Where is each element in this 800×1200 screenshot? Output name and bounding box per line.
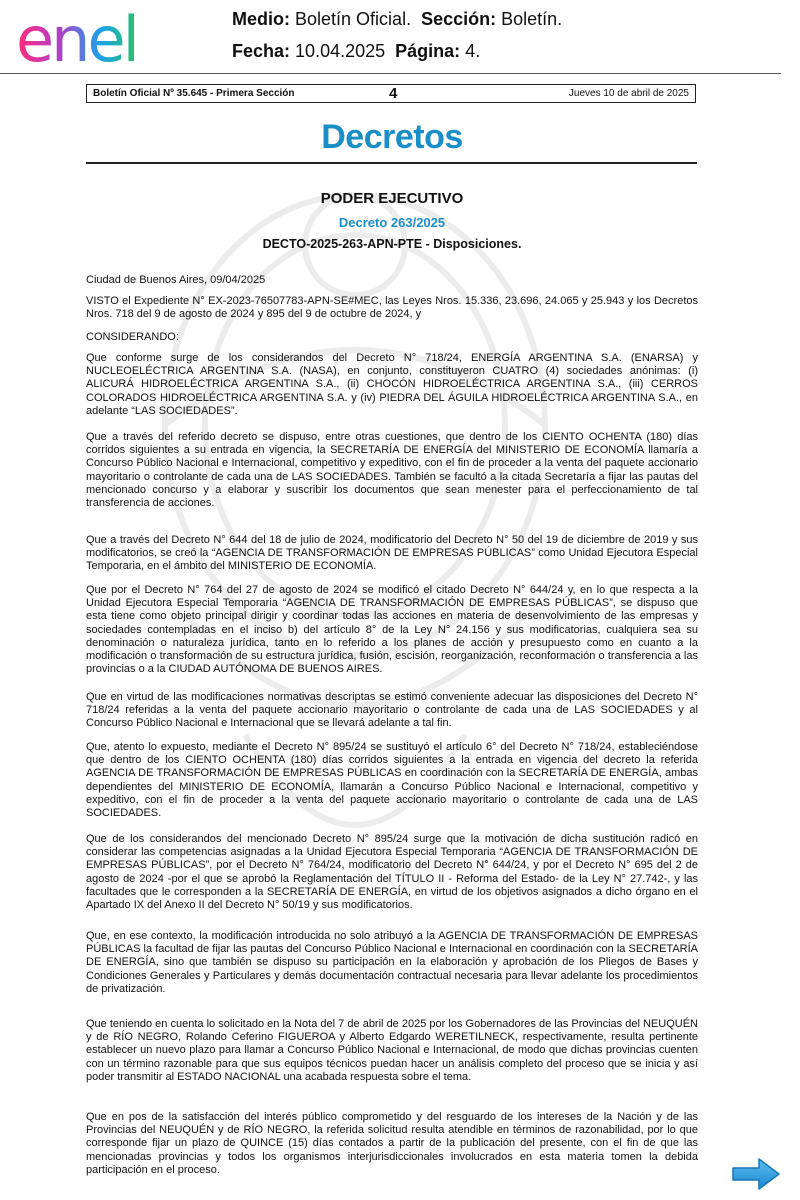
fecha-label: Fecha: [232, 41, 291, 61]
bulletin-date: Jueves 10 de abril de 2025 [568, 88, 689, 99]
medio-label: Medio: [232, 9, 290, 29]
paragraph-date [86, 274, 698, 287]
paragraph-11 [86, 1018, 698, 1084]
medio-value: Boletín Oficial. [295, 9, 412, 29]
paragraph: Que de los considerandos del mencionado Decreto N° 895/24 surge que la motivación de dicha sustitución radicó en considerar las competencias asignadas a la Unidad Ejecutora Especial Temporaria “AGENCIA DE TRANSFORMACIÓN DE EMPRESAS PÚBLICAS”, por el Decreto N° 764/24, modificatorio del Decreto N° 644/24, y por el Decreto N° 695 del 2 de agosto de 2024 -por el que se aprobó la Reglamentación del TÍTULO II - Reforma del Estado- de la Ley N° 27.742-, y las facultades que le corresponden a la SECRETARÍA DE ENERGÍA, en virtud de los objetivos asignados a dicho órgano en el Apartado IX del Anexo II del Decreto N° 50/19 y sus modificatorios. [86, 833, 698, 912]
section-rule [86, 162, 697, 164]
seccion-value: Boletín. [501, 9, 563, 29]
pagina-value: 4. [465, 41, 481, 61]
paragraph: Que teniendo en cuenta lo solicitado en la Nota del 7 de abril de 2025 por los Gobernadores de las Provincias del NEUQUÉN y de RÍO NEGRO, Rolando Ceferino FIGUEROA y Alberto Edgardo WERETILNECK, respectivamente, resulta pertinente establecer un nuevo plazo para llamar a Concurso Público Nacional e Internacional, de modo que dichas provincias cuenten con un término razonable para que sus equipos técnicos puedan hacer un análisis completo del proceso que se inicia y así poder transmitir al ESTADO NACIONAL una acabada respuesta sobre el tema. [86, 1018, 698, 1083]
paragraph: Que conforme surge de los considerandos del Decreto N° 718/24, ENERGÍA ARGENTINA S.A. (ENARSA) y NUCLEOELÉCTRICA ARGENTINA S.A. (NASA), en conjunto, constituyeron CUATRO (4) sociedades anónimas: (i) ALICURÁ HIDROELÉCTRICA ARGENTINA S.A., (ii) CHOCÓN HIDROELÉCTRICA ARGENTINA S.A., (iii) CERROS COLORADOS HIDROELÉCTRICA ARGENTINA S.A. y (iv) PIEDRA DEL ÁGUILA HIDROELÉCTRICA ARGENTINA S.A., en adelante “LAS SOCIEDADES”. [86, 352, 698, 417]
enel-logo [16, 6, 171, 66]
decree-number: Decreto 263/2025 [338, 215, 446, 230]
bulletin-header [86, 84, 696, 103]
bulletin-page-number: 4 [389, 85, 398, 102]
decree-code: DECTO-2025-263-APN-PTE - Disposiciones. [262, 237, 522, 251]
paragraph: Que en pos de la satisfacción del interés público comprometido y del resguardo de los intereses de la Nación y de las Provincias del NEUQUÉN y de RÍO NEGRO, la referida solicitud resulta atendible en términos de razonabilidad, por lo que corresponde fijar un plazo de QUINCE (15) días contados a partir de la publicación del presente, con el fin de que las mencionadas provincias y todos los organismos interjurisdiccionales involucrados en esta materia tomen la debida participación en el proceso. [86, 1111, 698, 1176]
paragraph: Que, atento lo expuesto, mediante el Decreto N° 895/24 se sustituyó el artículo 6° del Decreto N° 718/24, estableciéndose que dentro de los CIENTO OCHENTA (180) días corridos siguientes a la entrada en vigencia del decreto la referida AGENCIA DE TRANSFORMACIÓN DE EMPRESAS PÚBLICAS en coordinación con la SECRETARÍA DE ENERGÍA, ambas dependientes del MINISTERIO DE ECONOMÍA, llamarán a Concurso Público Nacional e Internacional, competitivo y expeditivo, con el fin de proceder a la venta del paquete accionario mayoritario o controlante de cada una de LAS SOCIEDADES. [86, 741, 698, 820]
paragraph-7 [86, 691, 698, 731]
paragraph: Que en virtud de las modificaciones normativas descriptas se estimó conveniente adecuar las disposiciones del Decreto N° 718/24 referidas a la venta del paquete accionario mayoritario o controlante de cada una de LAS SOCIEDADES y al Concurso Público Nacional e Internacional que se llevará adelante a tal fin. [86, 691, 698, 730]
logo-text: enel [16, 6, 137, 66]
paragraph-3 [86, 352, 698, 418]
paragraph-10 [86, 930, 698, 996]
pagina-label: Página: [395, 41, 461, 61]
bulletin-edition: Boletín Oficial Nº 35.645 - Primera Sección [93, 88, 295, 99]
paragraph: Que a través del Decreto N° 644 del 18 de julio de 2024, modificatorio del Decreto N° 50 del 19 de diciembre de 2019 y sus modificatorios, se creó la “AGENCIA DE TRANSFORMACIÓN DE EMPRESAS PÚBLICAS” como Unidad Ejecutora Especial Temporaria, en el ámbito del MINISTERIO DE ECONOMÍA. [86, 534, 698, 573]
paragraph-12 [86, 1111, 698, 1177]
seccion-label: Sección: [421, 9, 497, 29]
paragraph-9 [86, 833, 698, 912]
paragraph: Ciudad de Buenos Aires, 09/04/2025 [86, 274, 266, 286]
header-divider [0, 73, 781, 74]
paragraph-considerando [86, 331, 698, 344]
paragraph-8 [86, 741, 698, 820]
paragraph-4 [86, 431, 698, 510]
paragraph: VISTO el Expediente N° EX-2023-76507783-APN-SE#MEC, las Leyes Nros. 15.336, 23.696, 24.065 y 25.943 y los Decretos Nros. 718 del 9 de agosto de 2024 y 895 del 9 de octubre de 2024, y [86, 295, 698, 321]
decree-authority: PODER EJECUTIVO [320, 190, 464, 207]
section-title: Decretos [321, 118, 463, 156]
paragraph: Que a través del referido decreto se dispuso, entre otras cuestiones, que dentro de los CIENTO OCHENTA (180) días corridos siguientes a su entrada en vigencia, la SECRETARÍA DE ENERGÍA del MINISTERIO DE ECONOMÍA llamaría a Concurso Público Nacional e Internacional, competitivo y expeditivo, con el fin de proceder a la venta del paquete accionario mayoritario o controlante de cada una de LAS SOCIEDADES. También se facultó a la citada Secretaría a fijar las pautas del mencionado concurso y a elaborar y suscribir los documentos que sean menester para el perfeccionamiento de tal transferencia de acciones. [86, 431, 698, 510]
paragraph-5 [86, 534, 698, 574]
paragraph-visto [86, 295, 698, 321]
paragraph-6 [86, 584, 698, 676]
next-page-arrow-icon[interactable] [731, 1157, 781, 1191]
meta-line-2 [232, 41, 480, 62]
paragraph: Que, en ese contexto, la modificación introducida no solo atribuyó a la AGENCIA DE TRANSFORMACIÓN DE EMPRESAS PÚBLICAS la facultad de fijar las pautas del Concurso Público Nacional e Internacional en coordinación con la SECRETARÍA DE ENERGÍA, sino que también se dispuso su participación en la elaboración y aprobación de los Pliegos de Bases y Condiciones Generales y Particulares y demás documentación contractual necesaria para llevar adelante los procedimientos de privatización. [86, 930, 698, 995]
paragraph: CONSIDERANDO: [86, 331, 179, 343]
paragraph: Que por el Decreto N° 764 del 27 de agosto de 2024 se modificó el citado Decreto N° 644/24 y, en lo que respecta a la Unidad Ejecutora Especial Temporaria “AGENCIA DE TRANSFORMACIÓN DE EMPRESAS PÚBLICAS”, se dispuso que esta tiene como objeto principal dirigir y coordinar todas las acciones en materia de desenvolvimiento de las empresas y sociedades contempladas en el inciso b) del artículo 8° de la Ley N° 24.156 y sus modificatorias, cualquiera sea su denominación o naturaleza jurídica, tanto en lo referido a los planes de acción y presupuesto como en cuanto a la modificación o transformación de su estructura jurídica, fusión, escisión, reorganización, reconformación o transferencia a las provincias o a la CIUDAD AUTÓNOMA DE BUENOS AIRES. [86, 584, 698, 676]
fecha-value: 10.04.2025 [295, 41, 386, 61]
meta-line-1 [232, 9, 562, 30]
